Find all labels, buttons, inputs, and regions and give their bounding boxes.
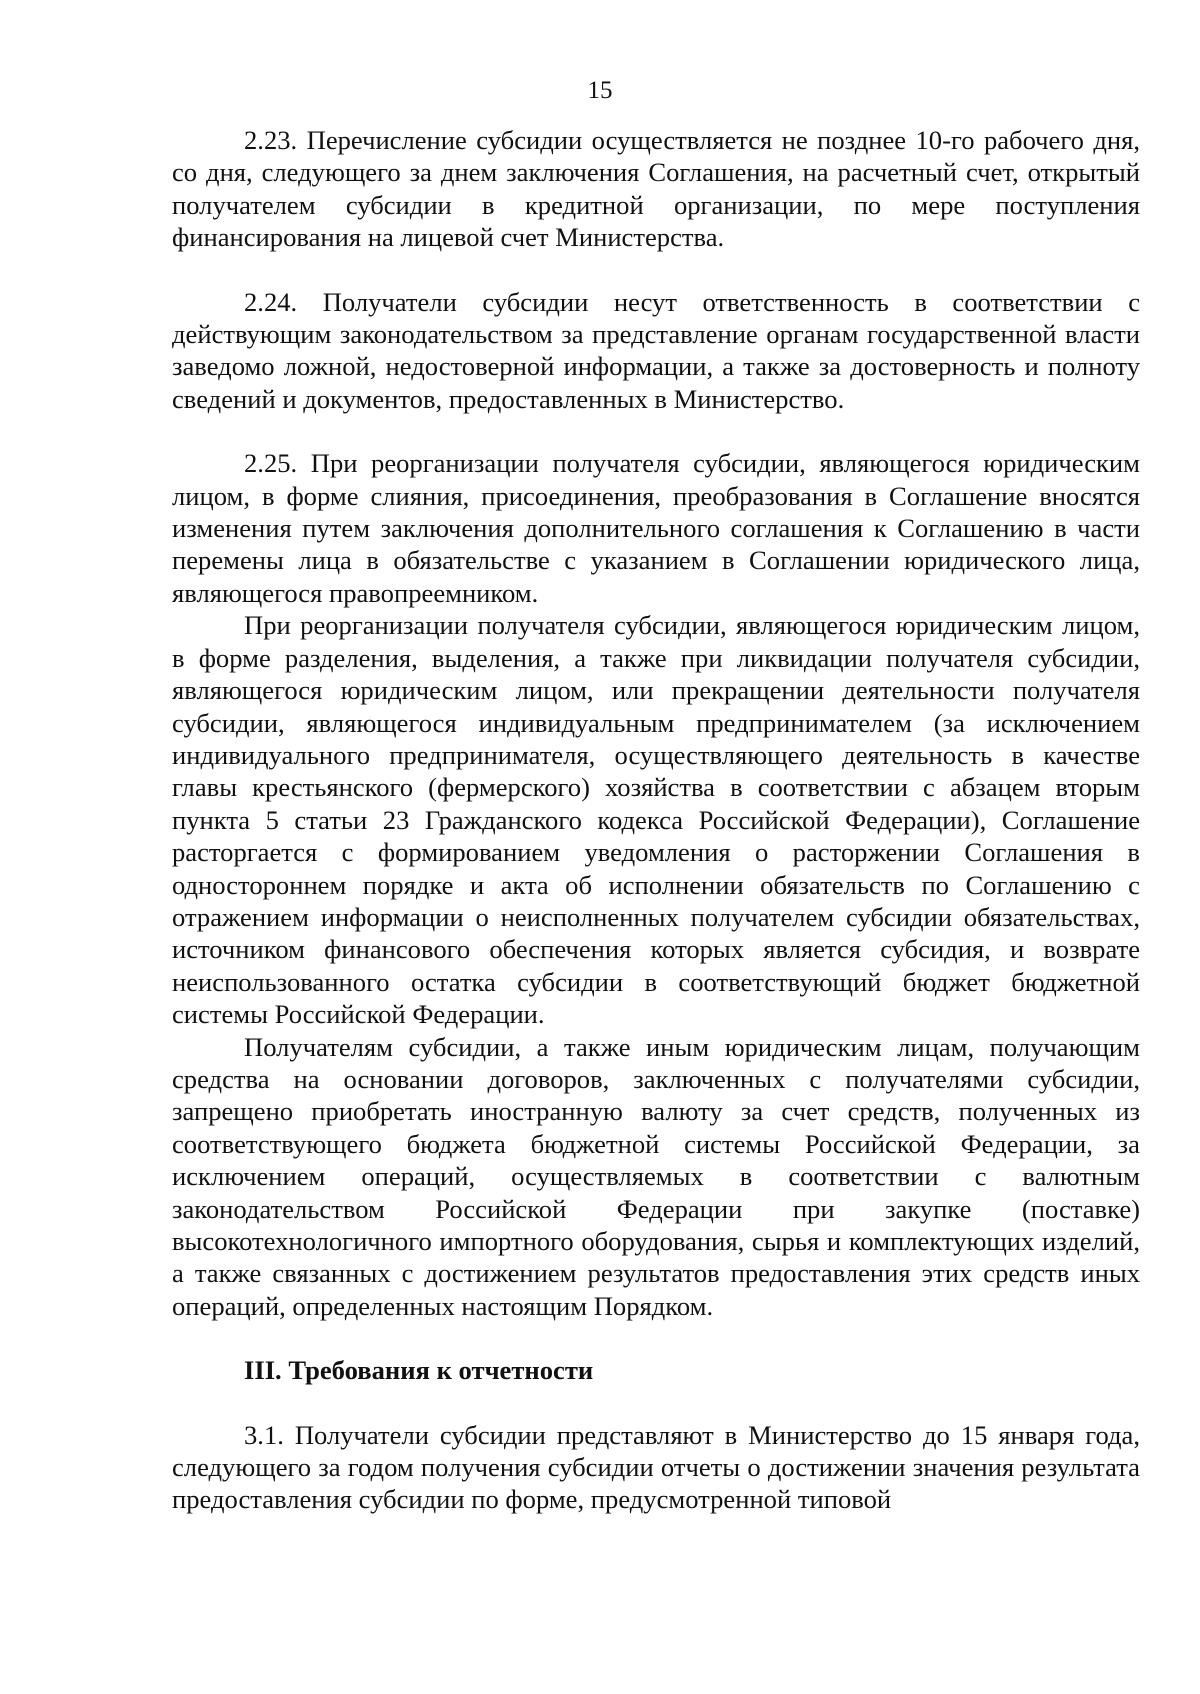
paragraph-gap bbox=[172, 1322, 1140, 1354]
document-body bbox=[172, 124, 1140, 1516]
page-number: 15 bbox=[587, 77, 613, 104]
paragraph-3-1: 3.1. Получатели субсидии представляют в Министерство до 15 января года, следующего за годом получения субсидии отчеты о достижении значения результата предоставления субсидии по форме, предусмотренной типовой bbox=[172, 1419, 1140, 1515]
paragraph-gap bbox=[172, 254, 1140, 286]
paragraph-2-23: 2.23. Перечисление субсидии осуществляется не позднее 10-го рабочего дня, со дня, следующего за днем заключения Соглашения, на расчетный счет, открытый получателем субсидии в кредитной организации, по мере поступления финансирования на лицевой счет Министерства. bbox=[172, 125, 1140, 253]
paragraph-gap bbox=[172, 415, 1140, 447]
paragraph-2-24: 2.24. Получатели субсидии несут ответственность в соответствии с действующим законодательством за представление органам государственной власти заведомо ложной, недостоверной информации, а также за достоверность и полноту сведений и документов, предоставленных в Министерство. bbox=[172, 286, 1140, 414]
paragraph-2-25-currency: Получателям субсидии, а также иным юридическим лицам, получающим средства на основании договоров, заключенных с получателями субсидии, запрещено приобретать иностранную валюту за счет средств, полученных из соответствующего бюджета бюджетной системы Российской Федерации, за исключением операций, осуществляемых в соответствии с валютным законодательством Российской Федерации при закупке (поставке) высокотехнологичного импортного оборудования, сырья и комплектующих изделий, а также связанных с достижением результатов предоставления этих средств иных операций, определенных настоящим Порядком. bbox=[172, 1031, 1140, 1321]
paragraph-gap bbox=[172, 1387, 1140, 1419]
paragraph-2-25-reorganization: При реорганизации получателя субсидии, являющегося юридическим лицом, в форме разделения, выделения, а также при ликвидации получателя субсидии, являющегося юридическим лицом, или прекращении деятельности получателя субсидии, являющегося индивидуальным предпринимателем (за исключением индивидуального предпринимателя, осуществляющего деятельность в качестве главы крестьянского (фермерского) хозяйства в соответствии с абзацем вторым пункта 5 статьи 23 Гражданского кодекса Российской Федерации), Соглашение расторгается с формированием уведомления о расторжении Соглашения в одностороннем порядке и акта об исполнении обязательств по Соглашению с отражением информации о неисполненных получателем субсидии обязательствах, источником финансового обеспечения которых является субсидия, и возврате неиспользованного остатка субсидии в соответствующий бюджет бюджетной системы Российской Федерации. bbox=[172, 610, 1140, 1030]
section-heading: III. Требования к отчетности bbox=[244, 1355, 594, 1386]
paragraph-2-25: 2.25. При реорганизации получателя субсидии, являющегося юридическим лицом, в форме слияния, присоединения, преобразования в Соглашение вносятся изменения путем заключения дополнительного соглашения к Соглашению в части перемены лица в обязательстве с указанием в Соглашении юридического лица, являющегося правопреемником. bbox=[172, 448, 1140, 608]
